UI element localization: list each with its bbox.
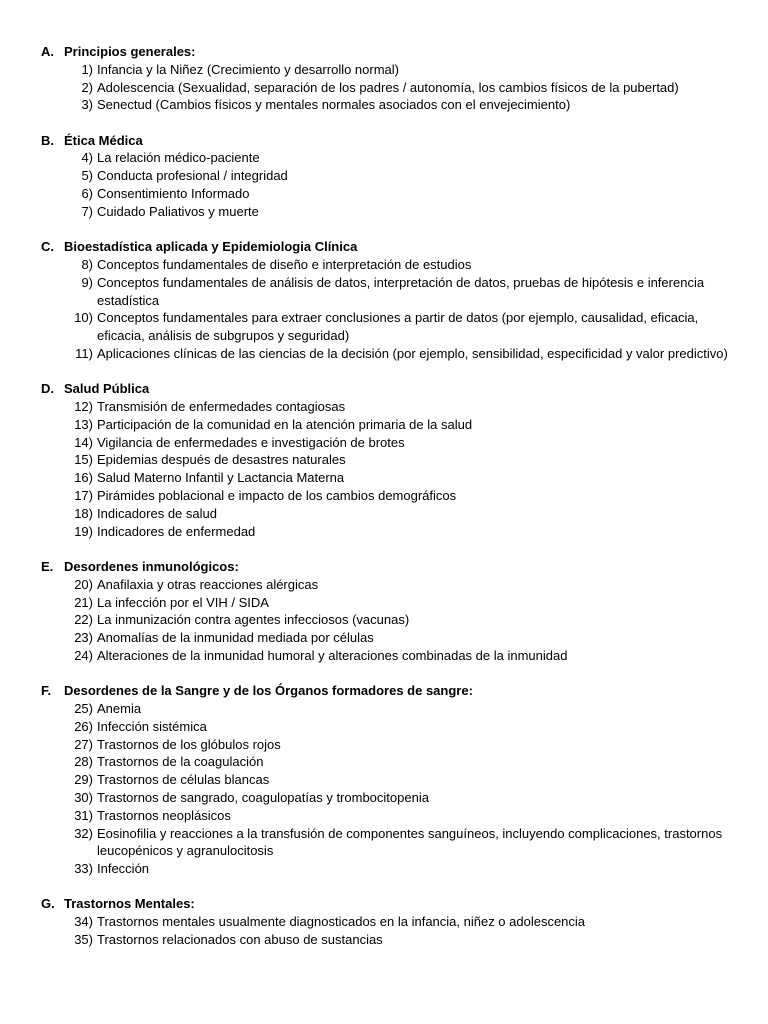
section-item-list — [41, 913, 731, 949]
list-item — [41, 807, 731, 825]
item-number: 19) — [74, 523, 93, 539]
list-item — [41, 611, 731, 629]
section-item-list — [41, 61, 731, 114]
section-heading — [41, 558, 731, 576]
item-number: 26) — [74, 718, 93, 734]
item-number: 17) — [74, 488, 93, 504]
outline-section — [41, 380, 731, 540]
outline-section — [41, 132, 731, 221]
item-text: Transmisión de enfermedades contagiosas — [97, 399, 346, 415]
section-title: Ética Médica — [64, 132, 143, 148]
list-item — [41, 860, 731, 878]
item-text: Trastornos relacionados con abuso de sustancias — [97, 932, 383, 948]
item-text: Pirámides poblacional e impacto de los cambios demográficos — [97, 488, 457, 504]
item-number: 21) — [74, 594, 93, 610]
item-text: Trastornos neoplásicos — [97, 807, 231, 823]
section-letter: B. — [41, 132, 54, 148]
item-number: 4) — [81, 150, 93, 166]
item-text: Adolescencia (Sexualidad, separación de los padres / autonomía, los cambios físicos de la pubertad) — [97, 79, 679, 95]
list-item — [41, 469, 731, 487]
list-item — [41, 185, 731, 203]
section-title: Desordenes inmunológicos: — [64, 558, 239, 574]
list-item — [41, 345, 731, 363]
list-item — [41, 398, 731, 416]
item-number: 31) — [74, 807, 93, 823]
item-number: 6) — [81, 186, 93, 202]
item-number: 29) — [74, 772, 93, 788]
section-title: Trastornos Mentales: — [64, 896, 195, 912]
section-item-list — [41, 398, 731, 540]
outline-section — [41, 895, 731, 948]
item-text: Aplicaciones clínicas de las ciencias de la decisión (por ejemplo, sensibilidad, especificidad y valor predictivo) — [97, 345, 728, 361]
list-item — [41, 913, 731, 931]
item-text: Salud Materno Infantil y Lactancia Materna — [97, 470, 345, 486]
item-number: 25) — [74, 701, 93, 716]
list-item — [41, 487, 731, 505]
section-title: Salud Pública — [64, 381, 150, 397]
item-number: 1) — [81, 61, 93, 77]
item-text: Senectud (Cambios físicos y mentales normales asociados con el envejecimiento) — [97, 97, 571, 113]
section-item-list — [41, 700, 731, 878]
list-item — [41, 576, 731, 594]
item-text: La inmunización contra agentes infecciosos (vacunas) — [97, 612, 410, 628]
section-letter: E. — [41, 558, 54, 574]
section-heading — [41, 895, 731, 913]
item-number: 33) — [74, 861, 93, 877]
topic-outline — [41, 43, 731, 966]
item-text: Anomalías de la inmunidad mediada por células — [97, 630, 374, 646]
item-number: 35) — [74, 932, 93, 948]
list-item — [41, 718, 731, 736]
item-number: 9) — [81, 274, 93, 290]
list-item — [41, 736, 731, 754]
item-text: Anafilaxia y otras reacciones alérgicas — [97, 576, 319, 592]
section-title: Bioestadística aplicada y Epidemiologia Clínica — [64, 239, 358, 255]
item-text: Anemia — [97, 701, 142, 716]
list-item — [41, 753, 731, 771]
section-letter: D. — [41, 381, 54, 397]
item-text: Conceptos fundamentales de análisis de datos, interpretación de datos, pruebas de hipótesis e inferencia estadística — [97, 274, 705, 308]
item-text: Vigilancia de enfermedades e investigación de brotes — [97, 434, 405, 450]
item-text: Conceptos fundamentales para extraer conclusiones a partir de datos (por ejemplo, causalidad, eficacia, eficacia, análisis de subgrupos y seguridad) — [97, 310, 699, 344]
list-item — [41, 79, 731, 97]
item-number: 28) — [74, 754, 93, 770]
item-number: 10) — [74, 310, 93, 326]
list-item — [41, 416, 731, 434]
section-letter: A. — [41, 44, 54, 59]
list-item — [41, 167, 731, 185]
item-number: 3) — [81, 97, 93, 113]
list-item — [41, 825, 731, 861]
list-item — [41, 594, 731, 612]
section-letter: G. — [41, 896, 55, 912]
item-text: Infancia y la Niñez (Crecimiento y desarrollo normal) — [97, 61, 400, 77]
item-number: 27) — [74, 736, 93, 752]
item-text: Participación de la comunidad en la atención primaria de la salud — [97, 416, 473, 432]
section-heading — [41, 380, 731, 398]
item-text: Alteraciones de la inmunidad humoral y alteraciones combinadas de la inmunidad — [97, 647, 568, 663]
item-number: 8) — [81, 256, 93, 272]
list-item — [41, 789, 731, 807]
list-item — [41, 700, 731, 718]
item-text: Eosinofilia y reacciones a la transfusión de componentes sanguíneos, incluyendo complicaciones, trastornos leucopénicos y agranulocitosis — [97, 825, 723, 859]
section-heading — [41, 43, 731, 61]
section-letter: C. — [41, 239, 54, 255]
list-item — [41, 61, 731, 79]
section-heading — [41, 682, 731, 700]
item-number: 22) — [74, 612, 93, 628]
item-number: 7) — [81, 203, 93, 219]
list-item — [41, 931, 731, 949]
item-text: Trastornos de células blancas — [97, 772, 270, 788]
section-title: Desordenes de la Sangre y de los Órganos formadores de sangre: — [64, 683, 473, 699]
item-number: 16) — [74, 470, 93, 486]
item-text: Indicadores de enfermedad — [97, 523, 256, 539]
item-text: Epidemias después de desastres naturales — [97, 452, 346, 468]
section-heading — [41, 238, 731, 256]
item-number: 34) — [74, 914, 93, 930]
item-number: 18) — [74, 505, 93, 521]
item-text: Consentimiento Informado — [97, 186, 250, 202]
list-item — [41, 274, 731, 310]
item-text: Trastornos de la coagulación — [97, 754, 264, 770]
outline-section — [41, 682, 731, 878]
item-number: 23) — [74, 630, 93, 646]
outline-section — [41, 43, 731, 114]
item-text: Conceptos fundamentales de diseño e interpretación de estudios — [97, 256, 472, 272]
item-text: Cuidado Paliativos y muerte — [97, 203, 259, 219]
list-item — [41, 771, 731, 789]
list-item — [41, 523, 731, 541]
item-text: La relación médico-paciente — [97, 150, 260, 166]
list-item — [41, 505, 731, 523]
list-item — [41, 149, 731, 167]
section-item-list — [41, 256, 731, 363]
list-item — [41, 451, 731, 469]
list-item — [41, 309, 731, 345]
list-item — [41, 629, 731, 647]
item-text: Trastornos mentales usualmente diagnosticados en la infancia, niñez o adolescencia — [97, 914, 586, 930]
list-item — [41, 203, 731, 221]
list-item — [41, 256, 731, 274]
section-title: Principios generales: — [64, 44, 196, 59]
item-number: 32) — [74, 825, 93, 841]
item-number: 12) — [74, 399, 93, 415]
item-text: Indicadores de salud — [97, 505, 217, 521]
item-text: Infección sistémica — [97, 718, 207, 734]
item-number: 30) — [74, 789, 93, 805]
item-number: 15) — [74, 452, 93, 468]
item-number: 11) — [75, 345, 93, 361]
section-item-list — [41, 576, 731, 665]
section-heading — [41, 132, 731, 150]
outline-section — [41, 558, 731, 665]
item-text: La infección por el VIH / SIDA — [97, 594, 269, 610]
list-item — [41, 647, 731, 665]
section-letter: F. — [41, 683, 52, 699]
outline-section — [41, 238, 731, 363]
section-item-list — [41, 149, 731, 220]
item-number: 5) — [81, 168, 93, 184]
item-text: Infección — [97, 861, 150, 877]
list-item — [41, 434, 731, 452]
item-number: 20) — [74, 576, 93, 592]
item-text: Trastornos de los glóbulos rojos — [97, 736, 281, 752]
item-number: 14) — [74, 434, 93, 450]
item-text: Conducta profesional / integridad — [97, 168, 288, 184]
item-number: 24) — [74, 647, 93, 663]
list-item — [41, 96, 731, 114]
item-number: 13) — [74, 416, 93, 432]
item-text: Trastornos de sangrado, coagulopatías y trombocitopenia — [97, 789, 429, 805]
item-number: 2) — [81, 79, 93, 95]
